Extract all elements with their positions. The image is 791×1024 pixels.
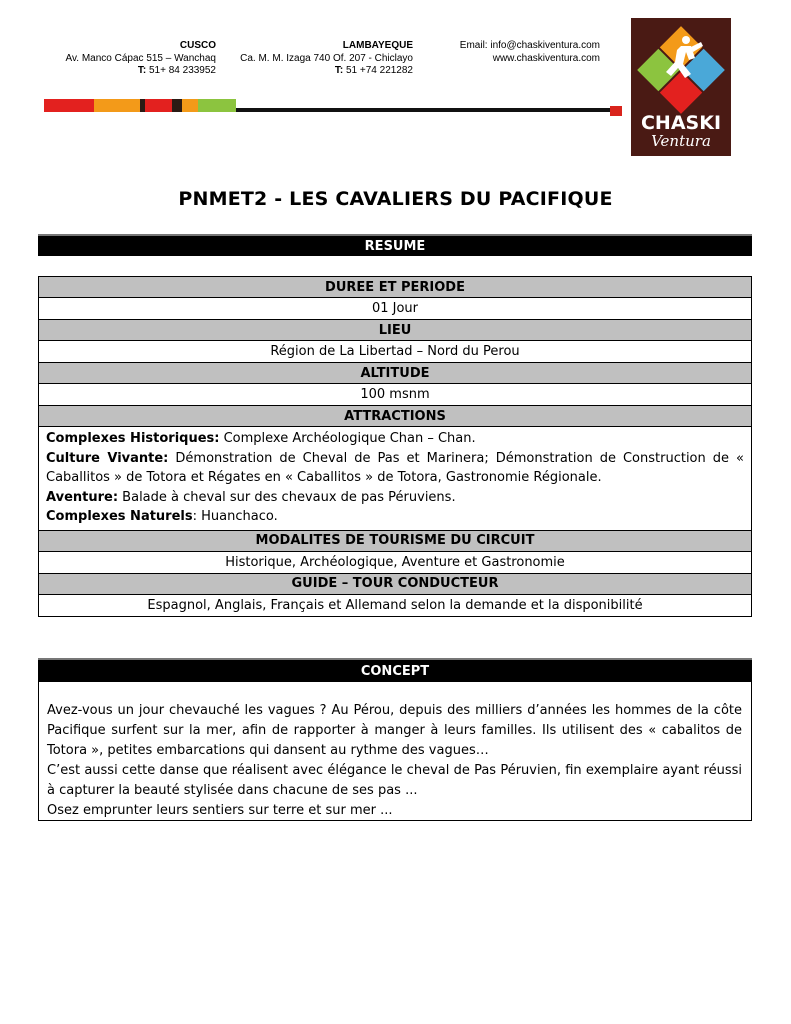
page-title: PNMET2 - LES CAVALIERS DU PACIFIQUE	[178, 188, 613, 210]
logo-graphic	[631, 18, 731, 156]
attractions-label: ATTRACTIONS	[39, 406, 752, 427]
stripe-dark-2	[172, 99, 182, 112]
attraction-culture-text: Démonstration de Cheval de Pas et Marinera; Démonstration de Construction de « Caballitos » de Totora et Régates en « Caballitos » de Totora, Gastronomie Régionale.	[46, 450, 744, 485]
stripe-green	[198, 99, 236, 112]
attraction-naturels-label: Complexes Naturels	[46, 509, 193, 524]
lambayeque-address-block	[230, 40, 413, 78]
concept-heading: CONCEPT	[38, 658, 752, 682]
header-rule	[236, 108, 612, 112]
cusco-phone-line	[40, 65, 216, 78]
lambayeque-phone: 51 +74 221282	[345, 65, 413, 76]
contact-email[interactable]: Email: info@chaskiventura.com	[459, 40, 600, 51]
concept-paragraph-2: C’est aussi cette danse que réalisent avec élégance le cheval de Pas Péruvien, fin exemplaire ayant réussi à capturer la beauté stylisée dans chacune de ses pas ...	[47, 763, 742, 798]
logo-text-ventura: Ventura	[651, 132, 711, 150]
attraction-historiques	[46, 429, 744, 449]
attraction-culture-label: Culture Vivante:	[46, 450, 169, 466]
altitude-label: ALTITUDE	[39, 363, 752, 384]
cusco-phone-label: T:	[137, 65, 147, 76]
concept-paragraph-3: Osez emprunter leurs sentiers sur terre et sur mer ...	[47, 803, 393, 818]
guide-label: GUIDE – TOUR CONDUCTEUR	[39, 573, 752, 594]
contact-website[interactable]: www.chaskiventura.com	[492, 52, 600, 64]
lambayeque-city: LAMBAYEQUE	[342, 40, 413, 51]
resume-heading: RESUME	[38, 234, 752, 256]
cusco-city: CUSCO	[179, 40, 216, 51]
altitude-value: 100 msnm	[39, 384, 752, 406]
lambayeque-phone-line	[230, 65, 413, 78]
cusco-phone: 51+ 84 233952	[148, 65, 216, 76]
attraction-aventure	[46, 488, 744, 508]
duree-value: 01 Jour	[39, 298, 752, 320]
modalites-value: Historique, Archéologique, Aventure et Gastronomie	[39, 551, 752, 573]
modalites-label: MODALITES DE TOURISME DU CIRCUIT	[39, 530, 752, 551]
stripe-orange	[94, 99, 140, 112]
attraction-aventure-label: Aventure:	[46, 489, 119, 505]
stripe-orange-2	[182, 99, 198, 112]
stripe-red	[44, 99, 94, 112]
concept-box	[38, 682, 752, 821]
duree-label: DUREE ET PERIODE	[39, 277, 752, 298]
cusco-address-block	[40, 40, 216, 78]
concept-paragraph-1: Avez-vous un jour chevauché les vagues ? Au Pérou, depuis des milliers d’années les hommes de la côte Pacifique surfent sur la mer, afin de rapporter à manger à leurs familles. Ils utilisent des « cabalitos de Totora », petites embarcations qui dansent au rythme des vagues…	[47, 703, 742, 758]
attraction-historiques-text: Complexe Archéologique Chan – Chan.	[219, 431, 476, 446]
attraction-naturels	[46, 507, 744, 527]
chaski-ventura-logo	[631, 18, 731, 156]
attraction-culture	[46, 449, 744, 488]
attractions-value	[39, 427, 752, 531]
attraction-aventure-text: Balade à cheval sur des chevaux de pas Péruviens.	[118, 489, 456, 505]
stripe-red-2	[145, 99, 172, 112]
logo-text-chaski: CHASKI	[640, 112, 722, 134]
attraction-historiques-label: Complexes Historiques:	[46, 431, 220, 446]
header-rule-accent	[610, 106, 622, 116]
resume-table	[38, 276, 752, 617]
color-stripes	[44, 99, 236, 112]
contact-block	[440, 40, 600, 65]
lambayeque-address: Ca. M. M. Izaga 740 Of. 207 - Chiclayo	[240, 52, 413, 64]
lieu-label: LIEU	[39, 320, 752, 341]
cusco-address: Av. Manco Cápac 515 – Wanchaq	[65, 52, 216, 64]
lieu-value: Région de La Libertad – Nord du Perou	[39, 341, 752, 363]
attraction-naturels-text: : Huanchaco.	[192, 509, 278, 524]
guide-value: Espagnol, Anglais, Français et Allemand selon la demande et la disponibilité	[39, 594, 752, 616]
lambayeque-phone-label: T:	[334, 65, 344, 76]
